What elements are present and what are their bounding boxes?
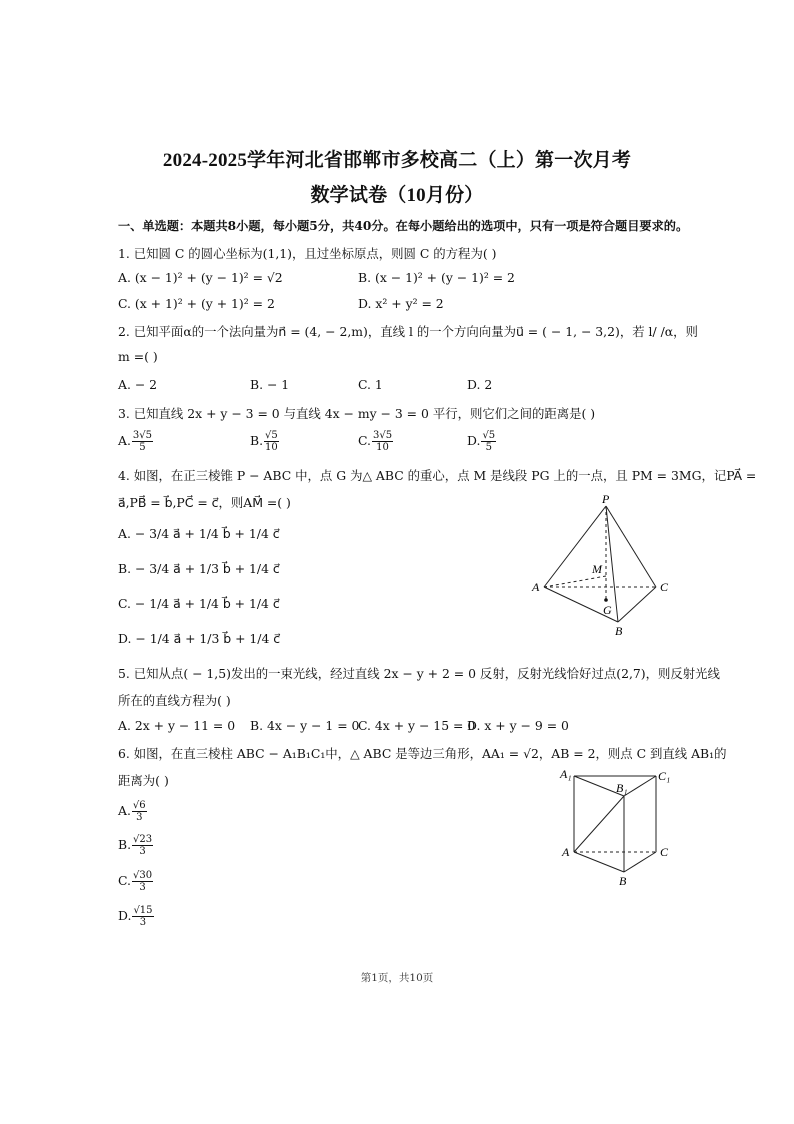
question-6-option-d: D. $\frac{√15}{3}$: [118, 905, 153, 928]
question-2-stem-line1: 2. 已知平面α的一个法向量为n⃗ = (4, − 2,m)，直线 l 的一个方向向量为u⃗ = ( − 1, − 3,2)，若 l/ /α，则: [118, 324, 698, 339]
question-3-option-c: C. $\frac{3√5}{10}$: [358, 430, 393, 453]
question-4-option-c: C. − 1/4 a⃗ + 1/4 b⃗ + 1/4 c⃗: [118, 596, 280, 611]
question-6-stem-line2: 距离为( ): [118, 773, 169, 788]
question-4-stem-line2: a⃗,PB⃗ = b⃗,PC⃗ = c⃗，则AM⃗ =( ): [118, 495, 291, 510]
label-B1: B₁: [616, 781, 628, 795]
question-2-option-d: D. 2: [467, 377, 493, 392]
question-3-stem: 3. 已知直线 2x + y − 3 = 0 与直线 4x − my − 3 = 0 平行，则它们之间的距离是( ): [118, 406, 596, 421]
label-A: A: [532, 580, 540, 594]
question-2-option-c: C. 1: [358, 377, 383, 392]
label-A1: A₁: [560, 767, 572, 781]
question-2-stem-line2: m =( ): [118, 349, 158, 364]
label-G: G: [603, 603, 612, 617]
label-M: M: [592, 562, 602, 576]
question-5-stem-line2: 所在的直线方程为( ): [118, 693, 231, 708]
question-5-stem-line1: 5. 已知从点( − 1,5)发出的一束光线，经过直线 2x − y + 2 = 0 反射，反射光线恰好过点(2,7)，则反射光线: [118, 666, 720, 681]
label-B: B: [619, 874, 627, 888]
label-A: A: [562, 845, 570, 859]
exam-subtitle: 数学试卷（10月份）: [310, 185, 484, 206]
question-3-option-b: B. $\frac{√5}{10}$: [250, 430, 278, 453]
tetrahedron-figure: [528, 494, 678, 640]
question-2-option-a: A. − 2: [118, 377, 158, 392]
question-1-option-a: A. (x − 1)² + (y − 1)² = √2: [118, 270, 283, 285]
question-4-option-b: B. − 3/4 a⃗ + 1/3 b⃗ + 1/4 c⃗: [118, 561, 280, 576]
question-5-option-d: D. x + y − 9 = 0: [467, 718, 569, 733]
label-P: P: [602, 494, 610, 506]
question-3-option-d: D. $\frac{√5}{5}$: [467, 430, 496, 453]
question-1-option-b: B. (x − 1)² + (y − 1)² = 2: [358, 270, 515, 285]
label-C: C: [660, 845, 669, 859]
exam-title: 2024-2025学年河北省邯郸市多校高二（上）第一次月考: [162, 150, 632, 171]
label-C: C: [660, 580, 669, 594]
question-6-stem-line1: 6. 如图，在直三棱柱 ABC − A₁B₁C₁中，△ ABC 是等边三角形，AA₁ = √2，AB = 2，则点 C 到直线 AB₁的: [118, 746, 727, 761]
question-3-option-a: A. $\frac{3√5}{5}$: [118, 430, 152, 453]
question-6-option-c: C. $\frac{√30}{3}$: [118, 870, 153, 893]
question-1-stem: 1. 已知圆 C 的圆心坐标为(1,1)，且过坐标原点，则圆 C 的方程为( ): [118, 246, 497, 261]
question-5-option-b: B. 4x − y − 1 = 0: [250, 718, 360, 733]
page-footer: 第1页，共10页: [360, 972, 434, 984]
label-C1: C₁: [658, 769, 671, 783]
section-heading: 一、单选题：本题共8小题，每小题5分，共40分。在每小题给出的选项中，只有一项是符合题目要求的。: [118, 219, 689, 233]
question-5-option-a: A. 2x + y − 11 = 0: [118, 718, 236, 733]
question-1-option-c: C. (x + 1)² + (y + 1)² = 2: [118, 296, 275, 311]
question-2-option-b: B. − 1: [250, 377, 290, 392]
question-4-option-d: D. − 1/4 a⃗ + 1/3 b⃗ + 1/4 c⃗: [118, 631, 281, 646]
question-6-option-b: B. $\frac{√23}{3}$: [118, 834, 153, 857]
question-5-option-c: C. 4x + y − 15 = 0: [358, 718, 476, 733]
prism-figure: [554, 764, 684, 890]
question-4-stem-line1: 4. 如图，在正三棱锥 P − ABC 中，点 G 为△ ABC 的重心，点 M 是线段 PG 上的一点，且 PM = 3MG，记PA⃗ =: [118, 468, 757, 483]
question-1-option-d: D. x² + y² = 2: [358, 296, 444, 311]
question-4-option-a: A. − 3/4 a⃗ + 1/4 b⃗ + 1/4 c⃗: [118, 526, 280, 541]
label-B: B: [615, 624, 623, 638]
question-6-option-a: A. $\frac{√6}{3}$: [118, 800, 146, 823]
